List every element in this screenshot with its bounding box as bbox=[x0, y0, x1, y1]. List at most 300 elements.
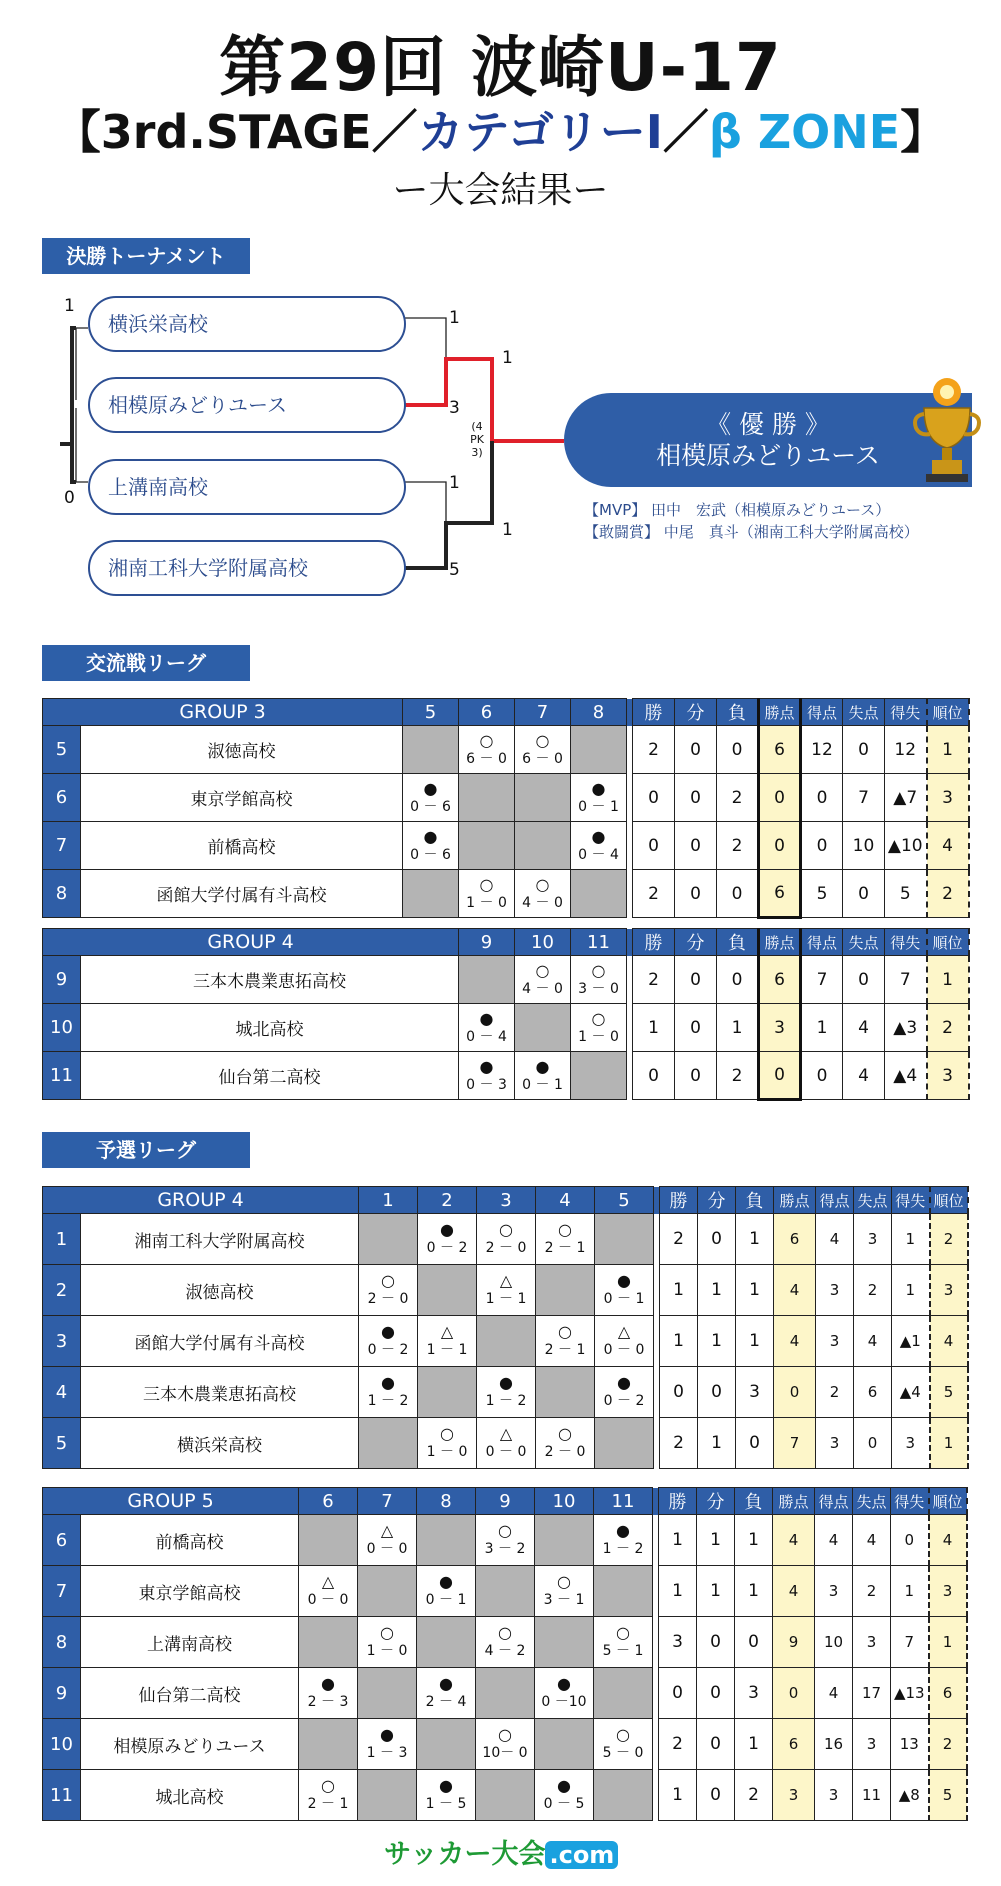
stat-value: 0 bbox=[717, 870, 759, 918]
stat-value: 6 bbox=[759, 726, 801, 774]
stat-value: 0 bbox=[801, 822, 843, 870]
table-row bbox=[43, 1418, 968, 1469]
result-mark: ● bbox=[557, 1776, 571, 1795]
match-score: 0 －10 bbox=[541, 1694, 587, 1710]
team-name: 上溝南高校 bbox=[81, 1617, 299, 1668]
match-score: 2 － 0 bbox=[367, 1291, 409, 1307]
stat-value: 6 bbox=[774, 1214, 816, 1265]
team-name: 東京学館高校 bbox=[81, 1566, 299, 1617]
stat-value: 4 bbox=[774, 1316, 816, 1367]
match-cell bbox=[358, 1617, 417, 1668]
team-number: 1 bbox=[43, 1214, 81, 1265]
team-name: 前橋高校 bbox=[81, 822, 403, 870]
match-score: 0 － 4 bbox=[466, 1028, 507, 1045]
stat-value: 2 bbox=[633, 870, 675, 918]
stat-value: 3 bbox=[930, 1265, 968, 1316]
stat-value: 4 bbox=[815, 1668, 853, 1719]
match-score: 10－ 0 bbox=[482, 1745, 528, 1761]
stat-value: 1 bbox=[697, 1566, 735, 1617]
score-left-top: 1 bbox=[64, 296, 75, 316]
match-cell bbox=[418, 1214, 477, 1265]
stat-header: 失点 bbox=[854, 1187, 892, 1214]
match-cell bbox=[459, 1004, 515, 1052]
footer-brand-text: サッカー大会 bbox=[384, 1839, 546, 1870]
stat-header: 順位 bbox=[927, 699, 969, 726]
stat-header: 失点 bbox=[843, 699, 885, 726]
match-cell bbox=[417, 1668, 476, 1719]
match-score: 0 － 2 bbox=[603, 1393, 645, 1409]
stat-value: 3 bbox=[892, 1418, 930, 1469]
team-number: 9 bbox=[43, 956, 81, 1004]
self-cell bbox=[515, 822, 571, 870]
match-score: 0 － 5 bbox=[543, 1796, 585, 1812]
match-score: 0 － 1 bbox=[603, 1291, 645, 1307]
col-header: 4 bbox=[536, 1187, 595, 1214]
match-score: 0 － 1 bbox=[425, 1592, 467, 1608]
stat-value: 6 bbox=[854, 1367, 892, 1418]
self-cell bbox=[515, 1004, 571, 1052]
match-cell bbox=[476, 1515, 535, 1566]
stat-value: 0 bbox=[854, 1418, 892, 1469]
stat-value: 1 bbox=[659, 1770, 697, 1821]
stat-value: 1 bbox=[891, 1566, 929, 1617]
result-mark: ○ bbox=[535, 960, 550, 980]
match-cell bbox=[299, 1668, 358, 1719]
self-cell bbox=[571, 1052, 627, 1100]
zone-label: β ZONE bbox=[708, 105, 901, 159]
stat-header: 分 bbox=[697, 1488, 735, 1515]
stat-value: ▲8 bbox=[891, 1770, 929, 1821]
stat-header: 勝点 bbox=[773, 1488, 815, 1515]
stat-value: 1 bbox=[717, 1004, 759, 1052]
result-mark: ● bbox=[591, 778, 606, 798]
stat-value: 0 bbox=[675, 870, 717, 918]
result-mark: ● bbox=[591, 826, 606, 846]
stat-value: 0 bbox=[697, 1719, 735, 1770]
stat-value: 1 bbox=[633, 1004, 675, 1052]
team-number: 7 bbox=[43, 1566, 81, 1617]
match-cell bbox=[417, 1770, 476, 1821]
stat-value: 3 bbox=[816, 1316, 854, 1367]
self-cell bbox=[359, 1214, 418, 1265]
match-score: 1 － 0 bbox=[578, 1028, 619, 1045]
stage-suffix: 】 bbox=[900, 105, 947, 159]
col-header: 10 bbox=[535, 1488, 594, 1515]
stat-value: 0 bbox=[735, 1617, 773, 1668]
match-score: 0 － 6 bbox=[410, 846, 451, 863]
team-name: 函館大学付属有斗高校 bbox=[81, 870, 403, 918]
stat-header: 勝点 bbox=[759, 929, 801, 956]
result-mark: ○ bbox=[616, 1623, 630, 1642]
match-score: 1 － 1 bbox=[485, 1291, 527, 1307]
bracket-team-2: 相模原みどりユース bbox=[88, 377, 406, 433]
match-cell bbox=[459, 1052, 515, 1100]
stat-value: 1 bbox=[698, 1418, 736, 1469]
col-header: 6 bbox=[459, 699, 515, 726]
stat-value: 2 bbox=[717, 774, 759, 822]
no-match-cell bbox=[595, 1214, 654, 1265]
stat-header: 勝 bbox=[659, 1488, 697, 1515]
footer-dot-com: .com bbox=[545, 1841, 618, 1869]
stat-value: ▲7 bbox=[885, 774, 927, 822]
stat-header: 得点 bbox=[801, 699, 843, 726]
col-header: 1 bbox=[359, 1187, 418, 1214]
match-cell bbox=[476, 1719, 535, 1770]
stat-value: 0 bbox=[697, 1668, 735, 1719]
match-score: 1 － 0 bbox=[466, 894, 507, 911]
match-score: 2 － 1 bbox=[544, 1342, 586, 1358]
mvp-award: 【MVP】 田中 宏武（相模原みどりユース） bbox=[584, 501, 891, 519]
col-header: 5 bbox=[595, 1187, 654, 1214]
match-score: 2 － 3 bbox=[307, 1694, 349, 1710]
result-mark: ○ bbox=[499, 1220, 513, 1239]
stat-header: 順位 bbox=[927, 929, 969, 956]
match-score: 1 － 3 bbox=[366, 1745, 408, 1761]
team-number: 11 bbox=[43, 1770, 81, 1821]
result-mark: ● bbox=[535, 1056, 550, 1076]
match-cell bbox=[595, 1265, 654, 1316]
stat-value: 2 bbox=[717, 1052, 759, 1100]
trophy-icon bbox=[912, 372, 982, 484]
bracket-team-3: 上溝南高校 bbox=[88, 459, 406, 515]
match-score: 0 － 6 bbox=[410, 798, 451, 815]
stat-value: 0 bbox=[773, 1668, 815, 1719]
stat-value: 0 bbox=[675, 956, 717, 1004]
team-name: 相模原みどりユース bbox=[81, 1719, 299, 1770]
team-name: 東京学館高校 bbox=[81, 774, 403, 822]
footer-brand bbox=[384, 1832, 618, 1871]
match-cell bbox=[418, 1418, 477, 1469]
stat-value: 4 bbox=[930, 1316, 968, 1367]
stat-value: 7 bbox=[843, 774, 885, 822]
match-cell bbox=[403, 774, 459, 822]
stat-value: 2 bbox=[660, 1418, 698, 1469]
team-name: 淑徳高校 bbox=[81, 726, 403, 774]
match-score: 0 － 0 bbox=[603, 1342, 645, 1358]
stat-header: 勝 bbox=[660, 1187, 698, 1214]
table-row bbox=[43, 822, 969, 870]
stat-value: 0 bbox=[633, 822, 675, 870]
no-match-cell bbox=[459, 822, 515, 870]
stat-value: ▲13 bbox=[891, 1668, 929, 1719]
stat-value: 1 bbox=[801, 1004, 843, 1052]
result-mark: ● bbox=[617, 1373, 631, 1392]
match-cell bbox=[536, 1316, 595, 1367]
match-cell bbox=[358, 1515, 417, 1566]
stat-value: 3 bbox=[816, 1418, 854, 1469]
stat-value: 1 bbox=[930, 1418, 968, 1469]
result-mark: ○ bbox=[558, 1220, 572, 1239]
stat-header: 順位 bbox=[930, 1187, 968, 1214]
team-number: 10 bbox=[43, 1719, 81, 1770]
no-match-cell bbox=[358, 1770, 417, 1821]
result-mark: △ bbox=[499, 1424, 513, 1443]
champion-team: 相模原みどりユース bbox=[656, 441, 880, 470]
stat-value: 16 bbox=[815, 1719, 853, 1770]
stat-value: 3 bbox=[927, 774, 969, 822]
result-mark: △ bbox=[617, 1322, 631, 1341]
match-cell bbox=[535, 1668, 594, 1719]
table-row bbox=[43, 956, 969, 1004]
no-match-cell bbox=[535, 1515, 594, 1566]
stat-value: 0 bbox=[633, 1052, 675, 1100]
self-cell bbox=[595, 1418, 654, 1469]
stat-value: 0 bbox=[675, 726, 717, 774]
stat-value: 1 bbox=[927, 956, 969, 1004]
match-cell bbox=[477, 1214, 536, 1265]
stat-header: 勝 bbox=[633, 699, 675, 726]
fighting-award: 【敢闘賞】 中尾 真斗（湘南工科大学附属高校） bbox=[584, 523, 919, 541]
league-table-group-5 bbox=[42, 1487, 968, 1821]
team-name: 城北高校 bbox=[81, 1770, 299, 1821]
col-header: 6 bbox=[299, 1488, 358, 1515]
result-mark: ○ bbox=[440, 1424, 454, 1443]
no-match-cell bbox=[594, 1668, 653, 1719]
match-cell bbox=[571, 774, 627, 822]
team-number: 8 bbox=[43, 870, 81, 918]
result-mark: ● bbox=[479, 1008, 494, 1028]
match-cell bbox=[594, 1719, 653, 1770]
stat-value: 5 bbox=[885, 870, 927, 918]
stat-value: 4 bbox=[815, 1515, 853, 1566]
stat-value: 1 bbox=[660, 1316, 698, 1367]
team-name: 前橋高校 bbox=[81, 1515, 299, 1566]
team-name: 仙台第二高校 bbox=[81, 1668, 299, 1719]
stat-value: 1 bbox=[698, 1265, 736, 1316]
match-cell bbox=[359, 1367, 418, 1418]
match-cell bbox=[594, 1515, 653, 1566]
match-score: 3 － 1 bbox=[543, 1592, 585, 1608]
match-score: 4 － 2 bbox=[484, 1643, 526, 1659]
stat-value: 5 bbox=[930, 1367, 968, 1418]
stat-value: 0 bbox=[698, 1214, 736, 1265]
stat-header: 勝点 bbox=[759, 699, 801, 726]
col-header: 9 bbox=[459, 929, 515, 956]
stat-value: 2 bbox=[929, 1719, 967, 1770]
stat-value: 0 bbox=[675, 1004, 717, 1052]
self-cell bbox=[403, 726, 459, 774]
page-title: 第29回 波崎U-17 bbox=[219, 29, 782, 106]
match-cell bbox=[595, 1367, 654, 1418]
stat-header: 負 bbox=[736, 1187, 774, 1214]
bracket-team-1: 横浜栄高校 bbox=[88, 296, 406, 352]
team-number: 6 bbox=[43, 774, 81, 822]
stat-value: 0 bbox=[759, 1052, 801, 1100]
stat-value: 1 bbox=[735, 1719, 773, 1770]
match-score: 2 － 1 bbox=[544, 1240, 586, 1256]
self-cell bbox=[459, 774, 515, 822]
stat-value: 0 bbox=[675, 822, 717, 870]
table-row bbox=[43, 1052, 969, 1100]
group-name: GROUP 4 bbox=[43, 1187, 359, 1214]
stat-value: 2 bbox=[659, 1719, 697, 1770]
stat-value: 0 bbox=[717, 956, 759, 1004]
match-score: 0 － 1 bbox=[578, 798, 619, 815]
match-score: 6 － 0 bbox=[522, 750, 563, 767]
stat-value: 4 bbox=[843, 1004, 885, 1052]
col-header: 8 bbox=[571, 699, 627, 726]
col-header: 7 bbox=[515, 699, 571, 726]
champion-label: 《 優 勝 》 bbox=[706, 410, 830, 439]
stat-value: 6 bbox=[773, 1719, 815, 1770]
stat-value: 0 bbox=[659, 1668, 697, 1719]
stat-value: ▲3 bbox=[885, 1004, 927, 1052]
stat-value: 1 bbox=[659, 1566, 697, 1617]
result-mark: ● bbox=[499, 1373, 513, 1392]
result-mark: △ bbox=[321, 1572, 335, 1591]
table-row bbox=[43, 774, 969, 822]
col-header: 11 bbox=[594, 1488, 653, 1515]
stat-value: 1 bbox=[735, 1566, 773, 1617]
stat-value: 2 bbox=[633, 726, 675, 774]
team-number: 11 bbox=[43, 1052, 81, 1100]
result-mark: ● bbox=[381, 1322, 395, 1341]
section-exchange: 交流戦リーグ bbox=[42, 645, 250, 681]
table-row bbox=[43, 1265, 968, 1316]
match-score: 2 － 0 bbox=[485, 1240, 527, 1256]
stat-value: 12 bbox=[801, 726, 843, 774]
table-row bbox=[43, 1515, 967, 1566]
stat-value: 7 bbox=[885, 956, 927, 1004]
match-score: 6 － 0 bbox=[466, 750, 507, 767]
team-name: 湘南工科大学附属高校 bbox=[81, 1214, 359, 1265]
no-match-cell bbox=[594, 1566, 653, 1617]
result-mark: ○ bbox=[591, 960, 606, 980]
match-cell bbox=[536, 1418, 595, 1469]
col-header: 5 bbox=[403, 699, 459, 726]
match-score: 0 － 3 bbox=[466, 1076, 507, 1093]
stat-value: 13 bbox=[891, 1719, 929, 1770]
self-cell bbox=[536, 1367, 595, 1418]
stat-value: 7 bbox=[774, 1418, 816, 1469]
stat-value: 1 bbox=[892, 1214, 930, 1265]
match-cell bbox=[571, 956, 627, 1004]
stat-value: 10 bbox=[815, 1617, 853, 1668]
col-header: 10 bbox=[515, 929, 571, 956]
stat-value: 2 bbox=[927, 1004, 969, 1052]
no-match-cell bbox=[535, 1617, 594, 1668]
match-score: 1 － 0 bbox=[366, 1643, 408, 1659]
match-cell bbox=[477, 1367, 536, 1418]
stat-value: ▲4 bbox=[885, 1052, 927, 1100]
stat-value: 2 bbox=[816, 1367, 854, 1418]
awards bbox=[584, 499, 919, 543]
match-cell bbox=[536, 1214, 595, 1265]
group-name: GROUP 4 bbox=[43, 929, 459, 956]
league-table-group-4 bbox=[42, 928, 970, 1101]
result-mark: ● bbox=[423, 826, 438, 846]
result-mark: ● bbox=[479, 1056, 494, 1076]
team-number: 3 bbox=[43, 1316, 81, 1367]
match-cell bbox=[299, 1566, 358, 1617]
stat-value: 4 bbox=[853, 1515, 891, 1566]
result-mark: ○ bbox=[381, 1271, 395, 1290]
match-score: 0 － 0 bbox=[485, 1444, 527, 1460]
no-match-cell bbox=[417, 1515, 476, 1566]
match-cell bbox=[535, 1770, 594, 1821]
match-cell bbox=[535, 1566, 594, 1617]
result-mark: ● bbox=[616, 1521, 630, 1540]
match-score: 3 － 0 bbox=[578, 980, 619, 997]
self-cell bbox=[459, 956, 515, 1004]
match-cell bbox=[571, 822, 627, 870]
stat-value: 9 bbox=[773, 1617, 815, 1668]
result-mark: △ bbox=[380, 1521, 394, 1540]
self-cell bbox=[417, 1617, 476, 1668]
col-header: 7 bbox=[358, 1488, 417, 1515]
no-match-cell bbox=[536, 1265, 595, 1316]
stat-value: 0 bbox=[759, 822, 801, 870]
stat-value: 0 bbox=[774, 1367, 816, 1418]
match-score: 1 － 2 bbox=[367, 1393, 409, 1409]
self-cell bbox=[418, 1265, 477, 1316]
col-header: 8 bbox=[417, 1488, 476, 1515]
stat-value: 17 bbox=[853, 1668, 891, 1719]
self-cell bbox=[571, 870, 627, 918]
match-score: 0 － 0 bbox=[307, 1592, 349, 1608]
stat-value: 1 bbox=[659, 1515, 697, 1566]
stat-header: 負 bbox=[735, 1488, 773, 1515]
result-mark: ○ bbox=[535, 874, 550, 894]
stat-value: 0 bbox=[843, 956, 885, 1004]
stat-value: 4 bbox=[854, 1316, 892, 1367]
stat-value: 4 bbox=[816, 1214, 854, 1265]
stat-value: 2 bbox=[854, 1265, 892, 1316]
match-cell bbox=[358, 1719, 417, 1770]
self-cell bbox=[477, 1316, 536, 1367]
pk-score: (4 PK 3) bbox=[470, 420, 484, 459]
team-number: 5 bbox=[43, 1418, 81, 1469]
self-cell bbox=[535, 1719, 594, 1770]
stat-value: 3 bbox=[854, 1214, 892, 1265]
match-cell bbox=[403, 822, 459, 870]
match-cell bbox=[515, 870, 571, 918]
result-mark: ○ bbox=[479, 730, 494, 750]
stat-value: 0 bbox=[891, 1515, 929, 1566]
stat-value: 4 bbox=[773, 1566, 815, 1617]
section-tournament: 決勝トーナメント bbox=[42, 238, 250, 274]
stat-header: 分 bbox=[675, 699, 717, 726]
stat-value: 0 bbox=[698, 1367, 736, 1418]
table-row bbox=[43, 1316, 968, 1367]
team-name: 函館大学付属有斗高校 bbox=[81, 1316, 359, 1367]
stat-value: 1 bbox=[927, 726, 969, 774]
match-score: 1 － 2 bbox=[485, 1393, 527, 1409]
table-row bbox=[43, 1617, 967, 1668]
result-mark: ● bbox=[440, 1220, 454, 1239]
stat-value: 5 bbox=[801, 870, 843, 918]
table-row bbox=[43, 1770, 967, 1821]
team-number: 8 bbox=[43, 1617, 81, 1668]
stat-value: 6 bbox=[929, 1668, 967, 1719]
match-cell bbox=[459, 726, 515, 774]
match-cell bbox=[476, 1617, 535, 1668]
stat-value: 0 bbox=[759, 774, 801, 822]
stat-header: 負 bbox=[717, 699, 759, 726]
stat-header: 得失 bbox=[892, 1187, 930, 1214]
no-match-cell bbox=[515, 774, 571, 822]
bracket-team-4: 湘南工科大学附属高校 bbox=[88, 540, 406, 596]
match-score: 1 － 1 bbox=[426, 1342, 468, 1358]
team-number: 6 bbox=[43, 1515, 81, 1566]
match-score: 0 － 1 bbox=[522, 1076, 563, 1093]
team-number: 7 bbox=[43, 822, 81, 870]
stat-value: 1 bbox=[736, 1316, 774, 1367]
stat-value: 3 bbox=[927, 1052, 969, 1100]
match-score: 1 － 0 bbox=[426, 1444, 468, 1460]
stat-value: 2 bbox=[853, 1566, 891, 1617]
match-score: 5 － 0 bbox=[602, 1745, 644, 1761]
